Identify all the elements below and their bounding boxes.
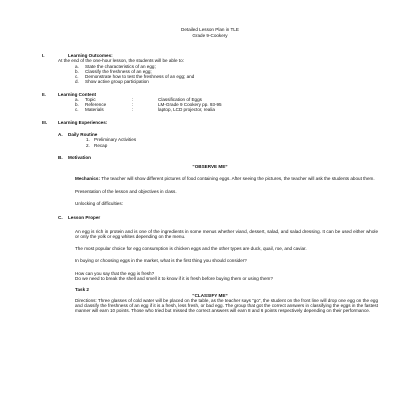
outcomes-intro: At the end of the one-hour lesson, the students will be able to: xyxy=(58,58,184,64)
lesson-question: How can you say that the egg is fresh? xyxy=(75,270,155,276)
section-number: II. xyxy=(42,91,46,97)
subsection-heading: Daily Routine xyxy=(68,132,98,138)
list-item: 2. Recap xyxy=(86,142,108,148)
list-item: d. Show active group participation xyxy=(75,79,149,85)
subsection-daily-routine: A. Daily Routine xyxy=(58,132,98,138)
section-number: I. xyxy=(42,52,45,58)
section-heading: Learning Outcomes: xyxy=(68,52,113,58)
doc-subtitle: Grade 9-Cookery xyxy=(192,32,228,38)
unlocking-paragraph: Unlocking of difficulties: xyxy=(75,201,123,206)
table-row: b. Reference : LM-Grade 9 Cookery pp. 93-95 xyxy=(75,102,222,108)
lesson-question: Do we need to break the shell and smell it to know if it is fresh before buying them or using them? xyxy=(75,275,273,281)
doc-title: Detailed Lesson Plan in TLE xyxy=(181,27,239,32)
lesson-paragraph: In buying or choosing eggs in the market, what is the first thing you should consider? xyxy=(75,258,247,264)
table-row: a. Topic : Classification of Eggs xyxy=(75,96,202,102)
task-directions: Directions: Three glasses of cold water will be placed on the table, as the teacher says “go”, the student on the front line will drop one egg on the egg and classify the freshness of an egg if it is a fresh, less fresh, or bad egg. The group that got the correct answers in classifying the eggs in the fastest manner will earn 10 points. Those who tried but missed the correct answers will earn 8 and 6 points respectively depending on their performance. xyxy=(75,297,378,314)
subsection-heading: Motivation xyxy=(68,154,91,160)
list-item: c. Demonstrate how to test the freshness of an egg; and xyxy=(75,74,195,80)
content-table xyxy=(42,97,378,113)
outcomes-list xyxy=(42,64,378,85)
subsection-heading: Lesson Proper xyxy=(68,215,101,221)
list-item: a. State the characteristics of an egg; xyxy=(75,63,156,69)
presentation-paragraph: Presentation of the lesson and objectives in class. xyxy=(75,188,177,194)
activity-title: “OBSERVE ME” xyxy=(192,164,228,170)
table-row: c. Materials : laptop, LCD projector, realia xyxy=(75,107,215,113)
mechanics-paragraph: Mechanics: The teacher will show different pictures of food containing eggs. After seeing the pictures, the teacher will ask the students about them. xyxy=(75,176,375,182)
section-heading: Learning Content xyxy=(58,91,97,97)
subsection-lesson-proper: C. Lesson Proper xyxy=(58,215,101,221)
list-item: 1. Preliminary Activities xyxy=(86,137,137,143)
subsection-motivation: B. Motivation xyxy=(58,154,91,160)
task-label: Task 2 xyxy=(75,287,89,293)
lesson-paragraph: The most popular choice for egg consumption is chicken eggs and the other types are duck, quail, roe, and caviar. xyxy=(75,246,307,252)
lesson-paragraph: An egg is rich in protein and is one of the ingredients in some menus whether viand, dessert, salad, and salad dressing. It can be used either whole or only the yolk or egg whites depending on the menu. xyxy=(75,228,378,239)
section-number: III. xyxy=(42,119,48,125)
list-item: b. Classify the freshness of an egg; xyxy=(75,68,152,74)
section-heading: Learning Experiences: xyxy=(58,119,108,125)
task-title: “CLASSIFY ME” xyxy=(192,292,228,298)
section-learning-experiences xyxy=(42,120,378,125)
